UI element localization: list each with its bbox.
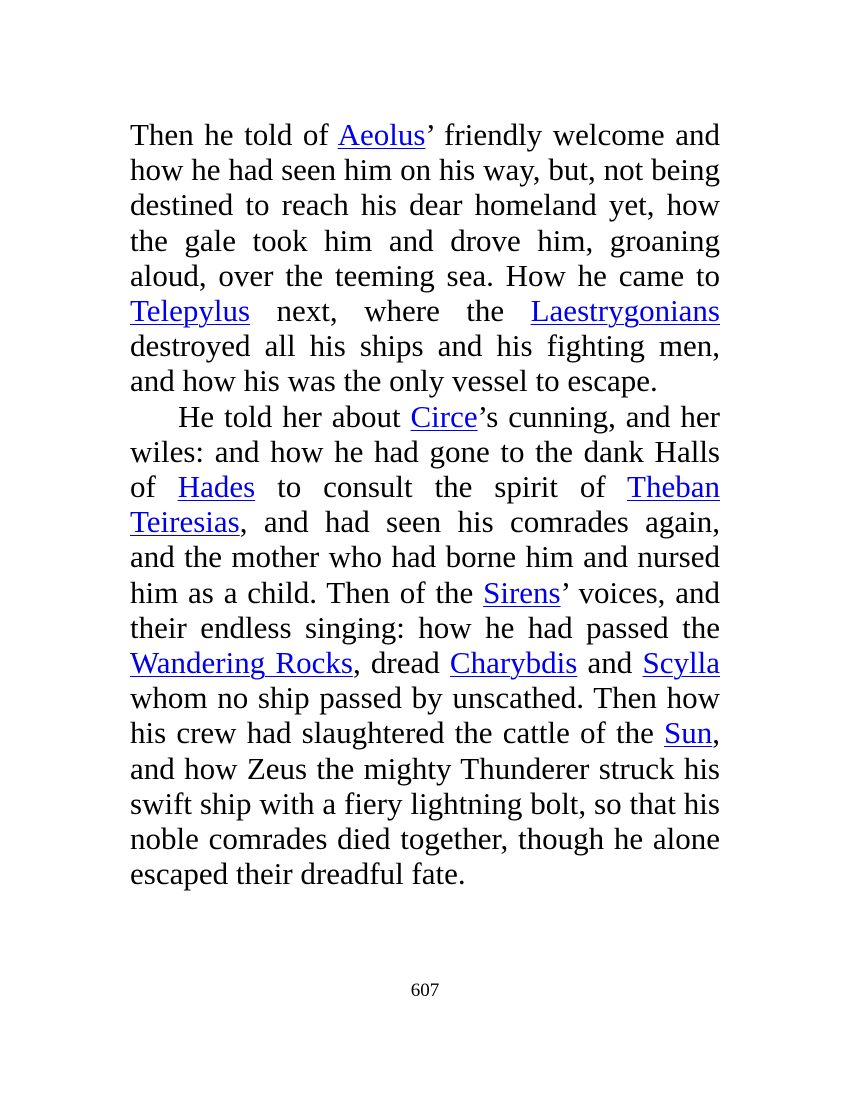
hyperlink-circe[interactable]: Circe <box>410 398 478 434</box>
text-run: , and how Zeus the mighty Thunderer struck his swift ship with a fiery lightning bolt, so that his noble comrades died together, though he alone escaped their dreadful fate. <box>130 715 720 892</box>
page-number: 607 <box>410 980 440 1001</box>
hyperlink-sirens[interactable]: Sirens <box>483 574 561 610</box>
hyperlink-scylla[interactable]: Scylla <box>642 645 721 681</box>
text-run: ’ voices, and their endless singing: how he had passed the <box>130 574 720 645</box>
text-run: He told her about <box>178 398 411 434</box>
hyperlink-wandering-rocks[interactable]: Wandering Rocks <box>130 645 353 681</box>
text-run: Then he told of <box>130 117 338 152</box>
hyperlink-laestrygonians[interactable]: Laestrygonians <box>530 293 720 329</box>
hyperlink-hades[interactable]: Hades <box>177 469 256 505</box>
hyperlink-teiresias[interactable]: Teiresias <box>130 504 240 540</box>
hyperlink-charybdis[interactable]: Charybdis <box>449 645 578 681</box>
page-text-block <box>130 117 720 891</box>
text-run: whom no ship passed by unscathed. Then how his crew had slaughtered the cattle of the <box>130 680 720 751</box>
hyperlink-sun[interactable]: Sun <box>664 715 713 751</box>
text-run: destroyed all his ships and his fighting men, and how his was the only vessel to escape. <box>130 328 720 399</box>
text-run: next, where the <box>250 293 531 329</box>
text-run: , dread <box>352 645 450 681</box>
hyperlink-telepylus[interactable]: Telepylus <box>130 293 251 329</box>
text-run: , and had seen his comrades again, and the mother who had borne him and nursed him as a child. Then of the <box>130 504 720 610</box>
text-run: and <box>577 645 643 681</box>
text-run: ’ friendly welcome and how he had seen him on his way, but, not being destined to reach his dear homeland yet, how the gale took him and drove him, groaning aloud, over the teeming sea. How he came to <box>130 117 720 293</box>
paragraph <box>130 117 720 399</box>
paragraph <box>130 399 720 892</box>
hyperlink-theban[interactable]: Theban <box>627 469 720 505</box>
hyperlink-aeolus[interactable]: Aeolus <box>337 117 426 152</box>
text-run: to consult the spirit of <box>255 469 628 505</box>
text-run: ’s cunning, and her wiles: and how he had gone to the dank Halls of <box>130 398 721 505</box>
